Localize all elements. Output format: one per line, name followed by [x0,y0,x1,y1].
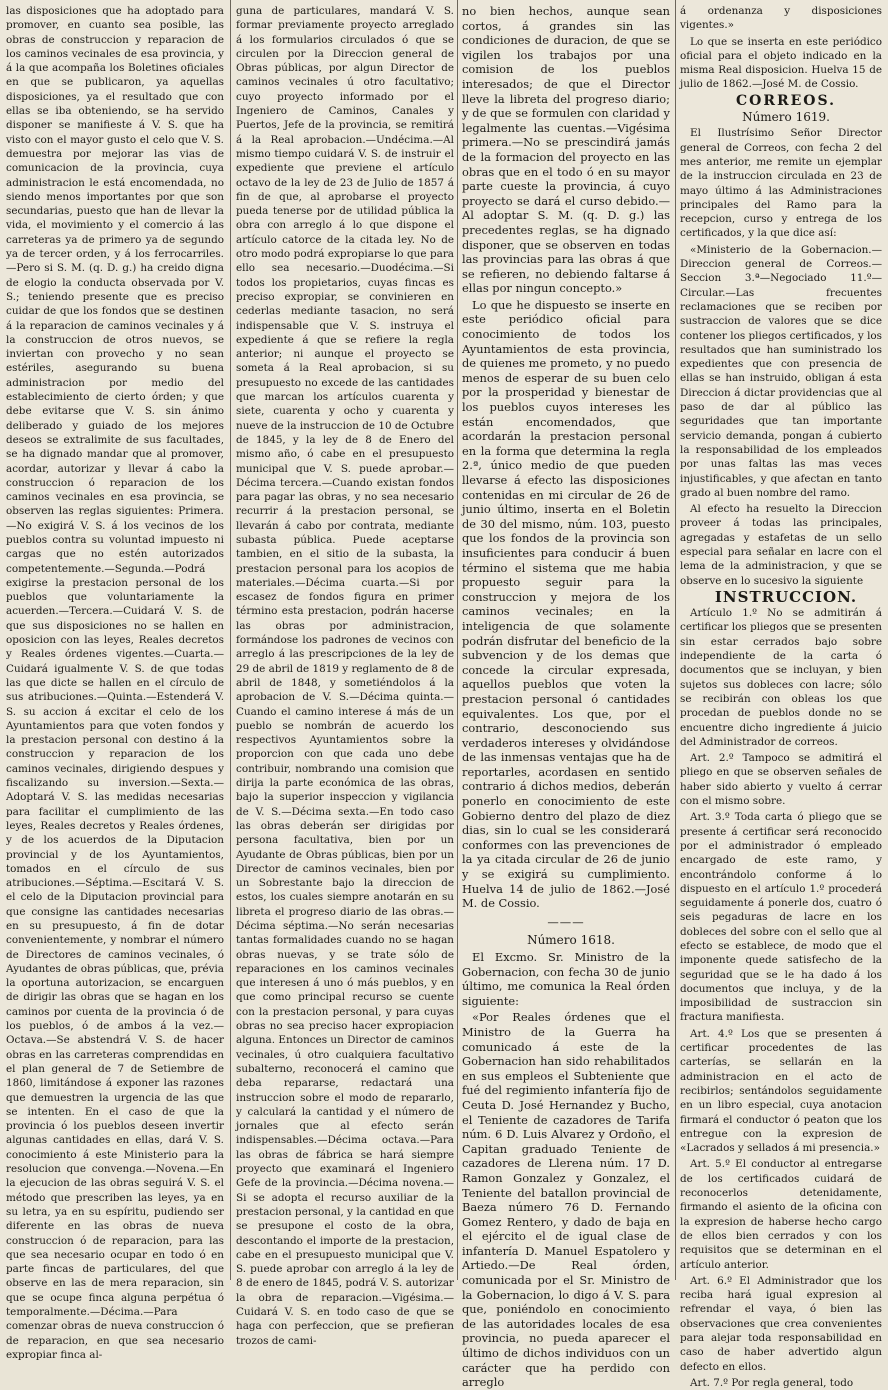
paragraph: no bien hechos, aunque sean cortos, á grandes sin las condiciones de duracion, de que se vigilen los trabajos por una comision de los pueblos interesados; de que el Director lleve la libreta del progreso diario; y de que se formulen con claridad y legalmente las cuentas.—Vigésima primera.—No se prescindirá jamás de la formacion del proyecto en las obras que en el todo ó en su mayor parte cueste la provincia, á cuyo proyecto se dará el curso debido.—Al adoptar S. M. (q. D. g.) las precedentes reglas, se ha dignado disponer, que se observen en todas las provincias para las obras á que se refieren, no debiendo faltarse á ellas por ningun concepto.» [462,4,670,296]
article: Art. 5.º El conductor al entregarse de los certificados cuidará de reconocerlos detenidamente, firmando el asiento de la oficina con la expresion de haberse hecho cargo de ellos bien cerrados y con los requisitos que se determinan en el artículo anterior. [680,1158,882,1271]
article: Art. 3.º Toda carta ó pliego que se presente á certificar será reconocido por el administrador ó empleado encargado de este ramo, y encontrándolo conforme á lo dispuesto en el artículo 1.º procederá seguidamente á ponerle dos, cuatro ó seis pegaduras de lacre en los dobleces del sobre con el sello que al efecto se establece, de modo que el imponente quede satisfecho de la seguridad que se le ha dado á los documentos que incluya, y de la imposibilidad de sustraccion sin fractura manifiesta. [680,811,882,1024]
column-rule [675,0,676,1280]
paragraph: las disposiciones que ha adoptado para promover, en cuanto sea posible, las obras de construccion y reparacion de los caminos vecinales de esa provincia, y á la que acompaña los Boletines oficiales en que se publicaron, ya aquellas disposiciones, ya el resultado que con ellas se iba obteniendo, se ha servido disponer se manifieste á V. S. que ha visto con el mayor gusto el celo que V. S. demuestra por mejorar las vias de comunicacion de la provincia, cuya administracion le está encomendada, no siendo menos importantes por que son secundarias, puesto que han de llevar la vida, el movimiento y el comercio á las carreteras ya de primero ya de segundo ya de tercer orden, y á los ferrocarriles.—Pero si S. M. (q. D. g.) ha creido digna de elogio la conducta observada por V. S.; teniendo presente que es preciso cuidar de que los fondos que se destinen á la reparacion de caminos vecinales y á la construccion de otros nuevos, se inviertan con provecho y no sean estériles, asegurando su buena administracion por medio del establecimiento de cierto órden; y que debe evitarse que V. S. sin ánimo deliberado y guiado de los mejores deseos se extralimite de sus facultades, se ha dignado mandar que al promover, acordar, autorizar y llevar á cabo la construccion ó reparacion de los caminos vecinales en esa provincia, se observen las reglas siguientes: Primera.—No exigirá V. S. á los vecinos de los pueblos contra su voluntad impuesto ni cargas que no estén autorizados competentemente.—Segunda.—Podrá exigirse la prestacion personal de los pueblos que voluntariamente la acuerden.—Tercera.—Cuidará V. S. de que sus disposiciones no se hallen en oposicion con las leyes, Reales decretos y Reales órdenes vigentes.—Cuarta.—Cuidará igualmente V. S. de que todas las que dicte se hallen en el círculo de sus atribuciones.—Quinta.—Estenderá V. S. su accion á excitar el celo de los Ayuntamientos para que voten fondos y la prestacion personal con destino á la construccion y reparacion de los caminos vecinales, dirigiendo despues y fiscalizando su inversion.—Sexta.—Adoptará V. S. las medidas necesarias para facilitar el cumplimiento de las leyes, Reales decretos y Reales órdenes, y de los acuerdos de la Diputacion provincial y de los Ayuntamientos, tomados en el círculo de sus atribuciones.—Séptima.—Escitará V. S. el celo de la Diputacion provincial para que consigne las cantidades necesarias en su presupuesto, á fin de dotar convenientemente, y nombrar el número de Directores de caminos vecinales, ó Ayudantes de obras públicas, que, prévia la oportuna autorizacion, se encarguen de dirigir las obras que se hagan en los caminos por cuenta de la provincia ó de los pueblos, ó de ambos á la vez.—Octava.—Se abstendrá V. S. de hacer obras en las carreteras comprendidas en el plan general de 7 de Setiembre de 1860, limitándose á exponer las razones que demuestren la urgencia de las que se intenten. En el caso de que la provincia ó los pueblos deseen invertir algunas cantidades en ellas, dará V. S. conocimiento á este Ministerio para la resolucion que convenga.—Novena.—En la ejecucion de las obras seguirá V. S. el método que prescriben las leyes, ya en su letra, ya en su espíritu, pudiendo ser diferente en las obras de nueva construccion ó de reparacion, para las que sea necesario ocupar en todo ó en parte fincas de particulares, del que observe en las de mera reparacion, sin que se ocupe finca alguna perpétua ó temporalmente.—Décima.—Para comenzar obras de nueva construccion ó de reparacion, en que sea necesario expropiar finca al- [6,5,224,1361]
article: Art. 7.º Por regla general, todo [690,1376,854,1389]
article: Art. 6.º El Administrador que los reciba hará igual expresion al refrendar el vaya, ó bien las observaciones que crea convenientes para alejar toda responsabilidad en caso de haber advertido algun defecto en ellos. [680,1274,882,1373]
column-rule [230,0,231,1280]
column-4 [680,4,882,1389]
column-2 [236,4,454,1347]
paragraph: «Por Reales órdenes que el Ministro de la Guerra ha comunicado á este de la Gobernacion han sido rehabilitados en sus empleos el Subteniente que fué del regimiento infantería fijo de Ceuta D. José Hernandez y Bucho, el Teniente de cazadores de Tarifa núm. 6 D. Luis Alvarez y Ordoño, el Capitan graduado Teniente de cazadores de Llerena núm. 17 D. Ramon Gonzalez y Gonzalez, el Teniente del batallon provincial de Baeza número 76 D. Fernando Gomez Rentero, y dado de baja en el ejército el de igual clase de infantería D. Manuel Espatolero y Artiedo.—De Real órden, comunicada por el Sr. Ministro de la Gobernacion, lo digo á V. S. para que, poniéndolo en conocimiento de las autoridades locales de esa provincia, no pueda aparecer el último de dichos individuos con un carácter que ha perdido con arreglo [462,1010,670,1390]
paragraph: guna de particulares, mandará V. S. formar previamente proyecto arreglado á los formularios circulados ó que se circulen por la Direccion general de Obras públicas, por algun Director de caminos vecinales ú otro facultativo; cuyo proyecto informado por el Ingeniero de Caminos, Canales y Puertos, Jefe de la provincia, se remitirá á la Real aprobacion.—Undécima.—Al mismo tiempo cuidará V. S. de instruir el expediente que previene el artículo octavo de la ley de 23 de Julio de 1857 á fin de que, al aprobarse el proyecto pueda tenerse por de utilidad pública la obra con arreglo á lo que dispone el artículo catorce de la citada ley. No de otro modo podrá expropiarse lo que para ello sea necesario.—Duodécima.—Si todos los propietarios, cuyas fincas es preciso expropiar, se convinieren en cederlas mediante tasacion, no será indispensable que V. S. instruya el expediente á que se refiere la regla anterior; ni aunque el proyecto se someta á la Real aprobacion, si su presupuesto no excede de las cantidades que marcan los artículos cuarenta y siete, cuarenta y ocho y cuarenta y nueve de la instruccion de 10 de Octubre de 1845, y la ley de 8 de Enero del mismo año, ó cabe en el presupuesto municipal que V. S. puede aprobar.—Décima tercera.—Cuando existan fondos para pagar las obras, y no sea necesario recurrir á la prestacion personal, se llevarán á cabo por contrata, mediante subasta pública. Puede aceptarse tambien, en el sitio de la subasta, la prestacion personal para los acopios de materiales.—Décima cuarta.—Si por escasez de fondos figura en primer término esta prestacion, podrán hacerse las obras por administracion, formándose los padrones de vecinos con arreglo á las prescripciones de la ley de 29 de abril de 1819 y reglamento de 8 de abril de 1848, y sometiéndolos á la aprobacion de V. S.—Décima quinta.—Cuando el camino interese á más de un pueblo se nombrán de acuerdo los respectivos Ayuntamientos sobre la proporcion con que cada uno debe contribuir, nombrando una comision que dirija la parte económica de las obras, bajo la superior inspeccion y vigilancia de V. S.—Décima sexta.—En todo caso las obras deberán ser dirigidas por persona facultativa, bien por un Ayudante de Obras públicas, bien por un Director de caminos vecinales, bien por un Sobrestante bajo la direccion de estos, los cuales siempre anotarán en su libreta el progreso diario de las obras.—Décima séptima.—No serán necesarias tantas formalidades cuando no se hagan obras nuevas, y se trate sólo de reparaciones en los caminos vecinales que interesen á uno ó más pueblos, y en que como principal recurso se cuente con la prestacion personal, y para cuyas obras no sea preciso hacer expropiacion alguna. Entonces un Director de caminos vecinales, ú otro cualquiera facultativo subalterno, reconocerá el camino que deba repararse, redactará una instruccion sobre el modo de repararlo, y calculará la cantidad y el número de jornales que al efecto serán indispensables.—Décima octava.—Para las obras de fábrica se hará siempre proyecto que examinará el Ingeniero Gefe de la provincia.—Décima novena.—Si se adopta el recurso auxiliar de la prestacion personal, y la cantidad en que se presupone el costo de la obra, descontando el importe de la prestacion, cabe en el presupuesto municipal que V. S. puede aprobar con arreglo á la ley de 8 de enero de 1845, podrá V. S. autorizar la obra de reparacion.—Vigésima.—Cuidará V. S. en todo caso de que se haga con perfeccion, que se prefieran trozos de cami- [236,5,454,1347]
paragraph: El Excmo. Sr. Ministro de la Gobernacion, con fecha 30 de junio último, me comunica la Real órden siguiente: [462,950,670,1008]
numero-title: Número 1619. [742,110,830,125]
column-1 [6,4,224,1361]
paragraph: El Ilustrísimo Señor Director general de Correos, con fecha 2 del mes anterior, me remite un ejemplar de la instruccion circulada en 23 de mayo último á las Administraciones principales del Ramo para la recepcion, curso y entrega de los certificados, y la que dice así: [680,127,882,240]
paragraph: Al efecto ha resuelto la Direccion proveer á todas las principales, agregadas y estafetas de un sello especial para señalar en lacre con el lema de la administracion, y que se observe en lo sucesivo la siguiente [680,503,882,587]
paragraph: «Ministerio de la Gobernacion.—Direccion general de Correos.—Seccion 3.ª—Negociado 11.º—Circular.—Las frecuentes reclamaciones que se reciben por sustraccion de valores que se dice contener los pliegos certificados, y los resultados que han suministrado los expedientes que con presencia de ellas se han instruido, obligan á esta Direccion á dictar providencias que al paso de dar al público las seguridades que tan importante servicio demanda, pongan á cubierto la responsabilidad de los empleados por unas faltas las mas veces injustificables, y que afectan en tanto grado al buen nombre del ramo. [680,243,882,499]
section-title: CORREOS. [736,92,836,109]
separator: ——— [547,914,585,929]
column-3 [462,4,670,1390]
column-rule [457,0,458,1280]
paragraph: Lo que he dispuesto se inserte en este periódico oficial para conocimiento de todos los Ayuntamientos de esta provincia, de quienes me prometo, y no puedo menos de esperar de su buen celo por la prosperidad y bienestar de los pueblos cuyos intereses les están encomendados, que acordarán la prestacion personal en la forma que determina la regla 2.ª, único medio de que pueden llevarse á efecto las disposiciones contenidas en mi circular de 26 de junio último, inserta en el Boletin de 30 del mismo, núm. 103, puesto que los fondos de la provincia son insuficientes para conducir á buen término el sistema que me habia propuesto seguir para la construccion y mejora de los caminos vecinales; en la inteligencia de que solamente podrán disfrutar del beneficio de la subvencion y de los demas que concede la circular expresada, aquellos pueblos que voten la prestacion personal ó cantidades equivalentes. Los que, por el contrario, desconociendo sus verdaderos intereses y olvidándose de las inmensas ventajas que ha de reportarles, acordasen en sentido contrario á dichos medios, deberán ponerlo en conocimiento de este Gobierno dentro del plazo de diez dias, sin lo cual se les considerará conformes con las prevenciones de la ya citada circular de 26 de junio y se exigirá su cumplimiento. Huelva 14 de julio de 1862.—José M. de Cossio. [462,297,670,911]
article: Art. 2.º Tampoco se admitirá el pliego en que se observen señales de haber sido abierto y vuelto á cerrar con el mismo sobre. [680,752,882,808]
paragraph: Lo que se inserta en este periódico oficial para el objeto indicado en la misma Real disposicion. Huelva 15 de julio de 1862.—José M. de Cossio. [680,35,882,91]
paragraph: á ordenanza y disposiciones vigentes.» [680,5,882,32]
numero-title: Número 1618. [527,933,615,948]
instruccion-title: INSTRUCCION. [714,587,858,606]
article: Art. 4.º Los que se presenten á certificar procedentes de las carterías, se sellarán en la administracion en el acto de recibirlos; sentándolos seguidamente en un libro especial, cuya anotacion firmará el conductor ó peaton que los entregue con la expresion de «Lacrados y sellados á mi presencia.» [680,1027,882,1155]
article: Artículo 1.º No se admitirán á certificar los pliegos que se presenten sin estar cerrados bajo sobre independiente de la carta ó documentos que se incluyan, y bien sujetos sus dobleces con lacre; sólo se recibirán con obleas los que procedan de pueblos donde no se encuentre dicho ingrediente á juicio del Administrador de correos. [680,607,882,748]
